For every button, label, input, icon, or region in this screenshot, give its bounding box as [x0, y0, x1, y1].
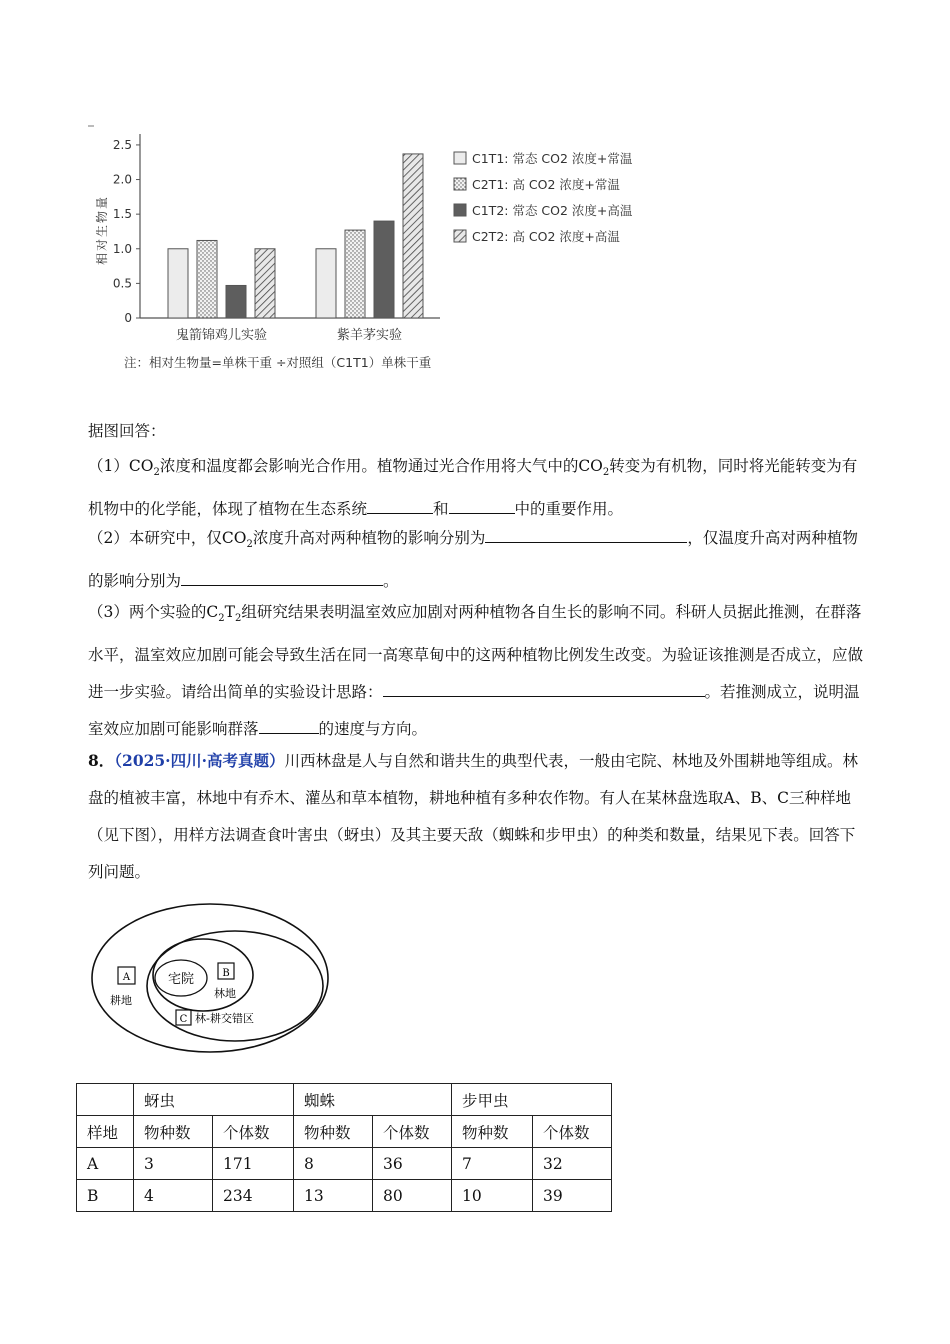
- q8-source-tag: （2025·四川·高考真题）: [114, 751, 285, 770]
- chart-note: 注：相对生物量=单株干重 ÷对照组（C1T1）单株干重: [124, 355, 432, 370]
- q2-part-d: 。: [383, 572, 399, 591]
- table-cell: 3: [134, 1148, 213, 1180]
- q2-blank-1[interactable]: [485, 526, 687, 543]
- category-label: 紫羊茅实验: [336, 328, 403, 343]
- q1-part-e: 中的重要作用。: [514, 500, 624, 519]
- bar-0-0: [168, 249, 188, 318]
- box-a-label: A: [122, 972, 131, 983]
- table-cell: 39: [533, 1180, 612, 1212]
- y-tick-label: 2.0: [112, 172, 132, 187]
- question-3: [88, 594, 868, 748]
- q1-part-b: 浓度和温度都会影响光合作用。植物通过光合作用将大气中的CO: [159, 457, 603, 475]
- group-header-beetle: 步甲虫: [452, 1084, 612, 1116]
- table-cell: 234: [213, 1180, 294, 1212]
- survey-table: [76, 1083, 612, 1212]
- sub-header-cell: 物种数: [294, 1116, 373, 1148]
- question-1: [88, 448, 868, 528]
- question-2: [88, 520, 868, 600]
- y-tick-label: 0: [124, 311, 132, 325]
- courtyard-label: 宅院: [167, 972, 195, 987]
- y-tick-label: 0.5: [112, 276, 132, 291]
- table-cell: 4: [134, 1180, 213, 1212]
- legend-swatch: [454, 178, 466, 190]
- plot-layout-diagram: [88, 900, 338, 1060]
- table-cell: 7: [452, 1148, 533, 1180]
- ecotone-label: 林-耕交错区: [195, 1012, 254, 1025]
- q1-sub-b: 2: [602, 467, 610, 479]
- chart-canvas: [80, 118, 680, 388]
- woodland-label: 林地: [214, 987, 236, 1000]
- table-cell: 171: [213, 1148, 294, 1180]
- intro-text: [88, 413, 868, 450]
- bar-1-3: [403, 154, 423, 318]
- table-cell: 10: [452, 1180, 533, 1212]
- table-cell: 13: [294, 1180, 373, 1212]
- q3-part-e: 的速度与方向。: [318, 720, 428, 739]
- table-sub-header-row: [77, 1116, 612, 1148]
- q3-part-b: T: [224, 603, 235, 621]
- sub-header-plot: 样地: [77, 1116, 134, 1148]
- table-row: [77, 1148, 612, 1180]
- legend-swatch: [454, 204, 466, 216]
- q1-part-d: 和: [433, 500, 449, 519]
- bar-1-0: [316, 249, 336, 318]
- legend-swatch: [454, 230, 466, 242]
- bar-0-3: [255, 249, 275, 318]
- q2-part-a: （2）本研究中，仅CO: [88, 529, 247, 547]
- sub-header-cell: 物种数: [134, 1116, 213, 1148]
- table-cell: 32: [533, 1148, 612, 1180]
- y-axis-label: 相对生物量: [95, 194, 109, 266]
- q2-part-c: ，仅温度升高对两种植物的影响分别为: [88, 529, 858, 591]
- intro-label: 据图回答：: [88, 422, 166, 440]
- legend-entry: C1T2: 常态 CO2 浓度+高温: [472, 203, 633, 218]
- group-header-spider: 蜘蛛: [294, 1084, 452, 1116]
- q3-sub-1: 2: [218, 613, 225, 625]
- table-row: [77, 1180, 612, 1212]
- q1-blank-1[interactable]: [367, 497, 433, 514]
- box-b-label: B: [222, 968, 230, 979]
- legend-entry: C1T1: 常态 CO2 浓度+常温: [472, 151, 633, 166]
- legend-entry: C2T1: 高 CO2 浓度+常温: [472, 177, 620, 192]
- sub-header-cell: 物种数: [452, 1116, 533, 1148]
- table-cell: A: [77, 1148, 134, 1180]
- q1-part-c: 转变为有机物，同时将光能转变为有机物中的化学能，体现了植物在生态系统: [88, 457, 858, 519]
- q3-blank-1[interactable]: [383, 680, 705, 697]
- q3-part-a: （3）两个实验的C: [88, 603, 219, 621]
- q2-blank-2[interactable]: [181, 569, 383, 586]
- q8-body: 川西林盘是人与自然和谐共生的典型代表，一般由宅院、林地及外围耕地等组成。林盘的植被丰富，林地中有乔木、灌丛和草本植物，耕地种植有多种农作物。有人在某林盘选取A、B、C三种样地（见下图），用样方法调查食叶害虫（蚜虫）及其主要天敌（蜘蛛和步甲虫）的种类和数量，结果见下表。回答下列问题。: [88, 752, 858, 881]
- biomass-bar-chart: [80, 118, 680, 388]
- y-tick-label: 1.0: [112, 241, 132, 256]
- y-tick-label: 2.5: [112, 137, 132, 152]
- plot-diagram-svg: [88, 900, 338, 1060]
- legend-entry: C2T2: 高 CO2 浓度+高温: [472, 229, 620, 244]
- table-corner-cell: [77, 1084, 134, 1116]
- table-cell: B: [77, 1180, 134, 1212]
- q8-number: 8．: [88, 751, 115, 770]
- table-cell: 36: [373, 1148, 452, 1180]
- bar-1-2: [374, 221, 394, 318]
- bar-1-1: [345, 230, 365, 318]
- q1-part-a: （1）CO: [88, 457, 154, 475]
- sub-header-cell: 个体数: [213, 1116, 294, 1148]
- legend-swatch: [454, 152, 466, 164]
- q3-sub-2: 2: [234, 613, 242, 625]
- bar-0-2: [226, 285, 246, 318]
- question-8: [88, 742, 868, 891]
- q2-part-b: 浓度升高对两种植物的影响分别为: [252, 529, 486, 547]
- q1-sub-a: 2: [153, 467, 160, 479]
- box-c-label: C: [179, 1014, 188, 1025]
- table-group-header-row: [77, 1084, 612, 1116]
- q3-part-c: 组研究结果表明温室效应加剧对两种植物各自生长的影响不同。科研人员据此推测，在群落水平，温室效应加剧可能会导致生活在同一高寒草甸中的这两种植物比例发生改变。为验证该推测是否成立，应做进一步实验。请给出简单的实验设计思路：: [88, 603, 864, 702]
- sub-header-cell: 个体数: [533, 1116, 612, 1148]
- q2-sub: 2: [246, 539, 253, 551]
- q3-blank-2[interactable]: [259, 717, 319, 734]
- category-label: 鬼箭锦鸡儿实验: [175, 328, 268, 343]
- sub-header-cell: 个体数: [373, 1116, 452, 1148]
- q1-blank-2[interactable]: [449, 497, 515, 514]
- q3-part-d: 。若推测成立，说明温室效应加剧可能影响群落: [88, 683, 860, 739]
- y-tick-label: 1.5: [112, 207, 132, 222]
- table-cell: 80: [373, 1180, 452, 1212]
- table-cell: 8: [294, 1148, 373, 1180]
- group-header-aphid: 蚜虫: [134, 1084, 294, 1116]
- farmland-label: 耕地: [110, 994, 132, 1007]
- bar-0-1: [197, 240, 217, 318]
